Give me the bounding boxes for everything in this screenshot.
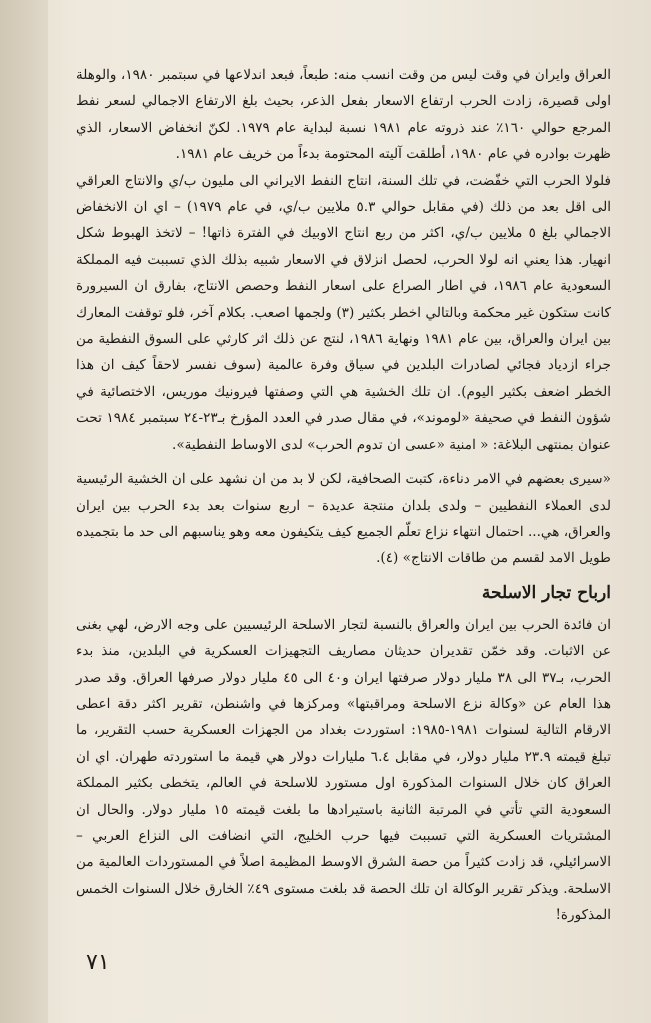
book-spine-shadow (0, 0, 48, 1023)
paragraph: «سيرى بعضهم في الامر دناءة، كتبت الصحافية، لكن لا بد من ان نشهد على ان الخشية الرئيسية لدى العملاء النفطيين – ولدى بلدان منتجة عديدة – اربع سنوات بعد بدء الحرب بين ايران والعراق، هي... احتمال انتهاء نزاع تعلّم الجميع كيف يتكيفون معه وهو يناسبهم الى حد ما بتجميده طويل الامد لقسم من طاقات الانتاج» (٤). (76, 471, 611, 567)
paragraph: ان فائدة الحرب بين ايران والعراق بالنسبة لتجار الاسلحة الرئيسيين على وجه الارض، لهي بغنى عن الاثبات. وقد خمّن تقديران حديثان مصاريف التجهيزات العسكرية في البلدين، منذ بدء الحرب، بـ٣٧ الى ٣٨ مليار دولار صرفتها ايران و٤٠ الى ٤٥ مليار دولار صرفها العراق. وقد صدر هذا العام عن «وكالة نزع الاسلحة ومراقبتها» ومركزها في واشنطن، تقرير اكثر دقة اعطى الارقام التالية لسنوات ١٩٨١-١٩٨٥: استوردت بغداد من الجهزات العسكرية حسب التقرير، ما تبلغ قيمته ٢٣.٩ مليار دولار، في مقابل ٦.٤ مليارات دولار هي قيمة ما استوردته طهران. اي ان العراق كان خلال السنوات المذكورة اول مستورد للاسلحة في العالم، يتخطى بكثير المملكة السعودية التي تأتي في المرتبة الثانية باستيرادها ما بلغت قيمته ١٥ مليار دولار. والحال ان المشتريات العسكرية التي تسببت فيها حرب الخليج، التي انضافت الى النزاع العربي – الاسرائيلي، قد زادت كثيراً من حصة الشرق الاوسط المظيمة اصلاً في المستوردات العالمية من الاسلحة. ويذكر تقرير الوكالة ان تلك الحصة قد بلغت مستوى ٤٩٪ الخارق خلال السنوات الخمس المذكورة! (76, 616, 612, 924)
section-title: ارباح تجار الاسلحة (481, 582, 611, 603)
page-number: ٧١ (86, 950, 110, 975)
paragraph-gap (76, 458, 611, 466)
body-text (76, 62, 611, 929)
paragraph: فلولا الحرب التي خفّضت، في تلك السنة، انتاج النفط الايراني الى مليون ب/ي والانتاج العراقي الى اقل بعد من ذلك (في مقابل حوالي ٥.٣ ملايين ب/ي، في عام ١٩٧٩) – اي ان الانخفاض الاجمالي بلغ ٥ ملايين ب/ي، اكثر من ربع انتاج الاوبيك في الفترة ذاتها! – لاتخذ الهبوط شكل انهيار. هذا يعني انه لولا الحرب، لحصل انزلاق في الاسعار شبيه بذلك الذي تسببت فيه المملكة السعودية عام ١٩٨٦، في اطار الصراع على اسعار النفط وحصص الانتاج، بفارق ان السيرورة كانت ستكون غير محكمة وبالتالي اخطر بكثير (٣) ولجمها اصعب. بكلام آخر، فلو توقفت المعارك بين ايران والعراق، بين عام ١٩٨١ ونهاية ١٩٨٦، لنتج عن ذلك اثر كارثي على السوق النفطية من جراء ازدياد فجائي لصادرات البلدين في سياق وفرة عالمية (سوف نفسر لاحقاً كيف ان هذا الخطر اضعف بكثير اليوم). ان تلك الخشية هي التي وصفتها فيرونيك موريس، الاختصائية في شؤون النفط في صحيفة «لوموند»، في مقال صدر في العدد المؤرخ بـ٢٣-٢٤ سبتمبر ١٩٨٤ تحت عنوان بمنتهى البلاغة: « امنية «عسى ان تدوم الحرب» لدى الاوساط النفطية». (76, 172, 611, 453)
paragraph: العراق وايران في وقت ليس من وقت انسب منه: طبعاً، فبعد اندلاعها في سبتمبر ١٩٨٠، والوهلة اولى قصيرة، زادت الحرب ارتفاع الاسعار بفعل الذعر، بحيث بلغ الارتفاع الاجمالي لسعر نفط المرجع حوالي ١٦٠٪ عند ذروته عام ١٩٨١ نسبة لبداية عام ١٩٧٩. لكنّ انخفاض الاسعار، الذي ظهرت بوادره في عام ١٩٨٠، أطلقت آليته المحتومة بدءاً من خريف عام ١٩٨١. (76, 67, 612, 163)
